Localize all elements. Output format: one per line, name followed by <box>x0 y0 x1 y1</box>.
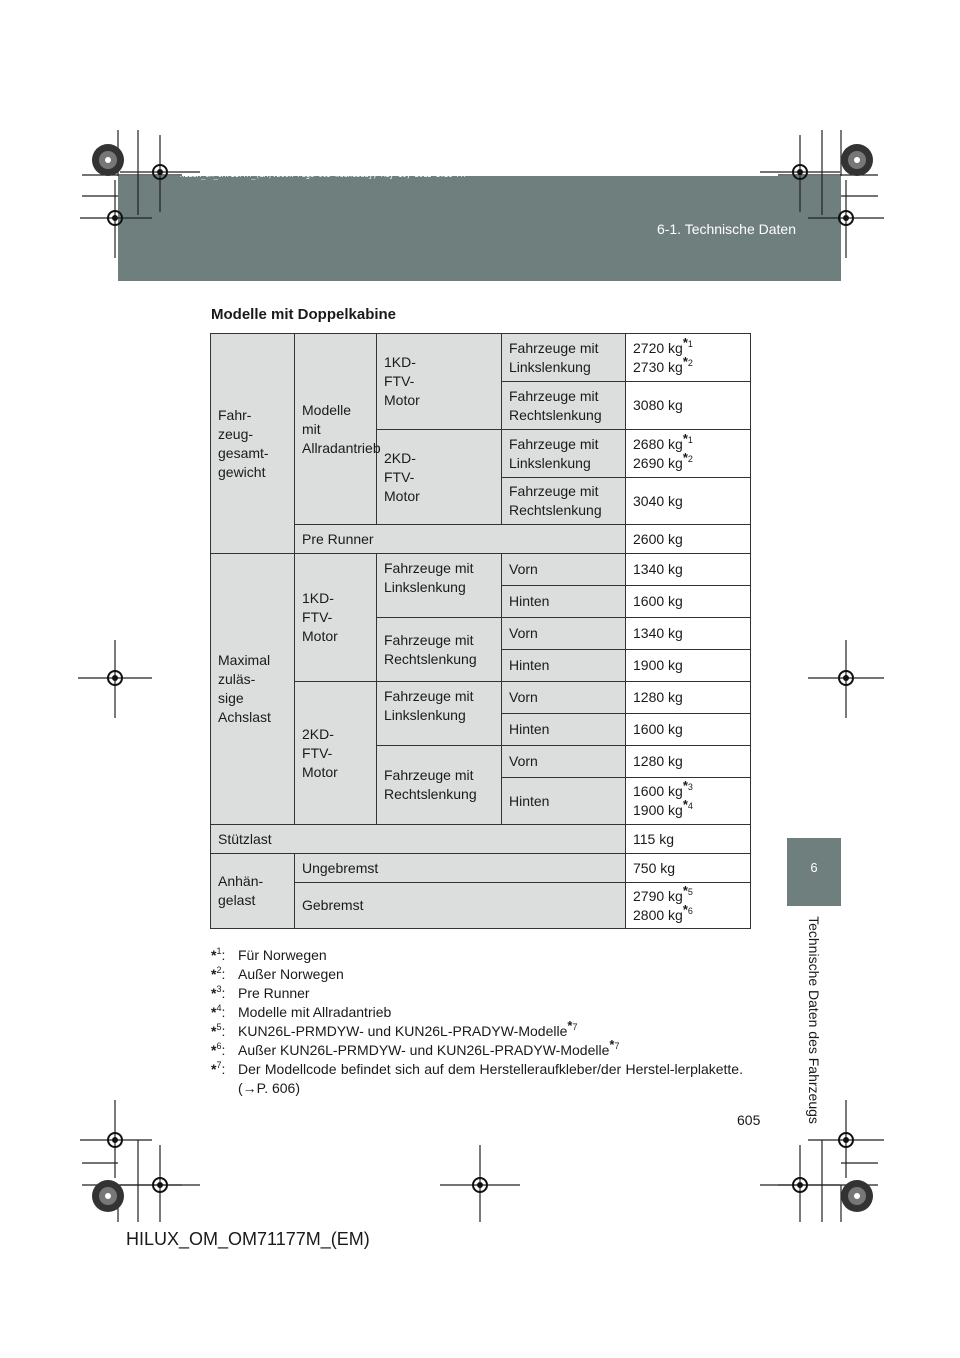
lhd-label: Fahrzeuge mit Linkslenkung <box>377 682 502 746</box>
value-cell: 3080 kg <box>626 382 751 430</box>
rear-axle-label: Hinten <box>502 650 626 682</box>
section-heading: Modelle mit Doppelkabine <box>211 306 397 323</box>
rear-axle-label: Hinten <box>502 586 626 618</box>
chapter-number: 6 <box>810 860 818 875</box>
value-cell: 2600 kg <box>626 525 751 554</box>
engine-1kd-label: 1KD- FTV- Motor <box>295 554 377 682</box>
lhd-label: Fahrzeuge mit Linkslenkung <box>377 554 502 618</box>
footnote: *$^5$: KUN26L-PRMDYW- und KUN26L-PRADYW-Modelle$^{*7}$ <box>211 1018 578 1039</box>
value-cell: 750 kg <box>626 854 751 883</box>
section-title: 6-1. Technische Daten <box>656 221 796 237</box>
value-cell: 1280 kg <box>626 682 751 714</box>
front-axle-label: Vorn <box>502 682 626 714</box>
trailer-load-label: Anhän- gelast <box>211 854 295 929</box>
value-cell: 1600 kg <box>626 586 751 618</box>
rhd-label: Fahrzeuge mit Rechtslenkung <box>502 382 626 430</box>
rhd-label: Fahrzeuge mit Rechtslenkung <box>377 746 502 825</box>
front-axle-label: Vorn <box>502 746 626 778</box>
footnote: *$^3$: Pre Runner <box>211 984 310 1001</box>
awd-models-label: Modelle mit Allradantrieb <box>295 334 377 525</box>
value-cell: 1340 kg <box>626 618 751 650</box>
lhd-label: Fahrzeuge mit Linkslenkung <box>502 334 626 382</box>
footnote: *$^4$: Modelle mit Allradantrieb <box>211 1003 392 1020</box>
value-cell: 2790 $kg^{*5}$ 2800 $kg^{*6}$ <box>626 883 751 929</box>
value-cell: 115 kg <box>626 825 751 854</box>
page-number: 605 <box>737 1112 761 1128</box>
rhd-label: Fahrzeuge mit Rechtslenkung <box>377 618 502 682</box>
lhd-label: Fahrzeuge mit Linkslenkung <box>502 430 626 478</box>
axle-load-label: Maximal zuläs- sige Achslast <box>211 554 295 825</box>
front-axle-label: Vorn <box>502 554 626 586</box>
engine-1kd-label: 1KD- FTV- Motor <box>377 334 502 430</box>
footnote: *$^7$: Der Modellcode befindet sich auf dem Herstelleraufkleber/der Herstel-lerplakette. (→P. 606) <box>211 1060 743 1096</box>
value-cell: 2680 $kg^{*1}$ 2690 $kg^{*2}$ <box>626 430 751 478</box>
engine-2kd-label: 2KD- FTV- Motor <box>295 682 377 825</box>
footnote: *$^6$: Außer KUN26L-PRMDYW- und KUN26L-PRADYW-Modelle$^{*7}$ <box>211 1037 620 1058</box>
value-cell: 1600 $kg^{*3}$ 1900 $kg^{*4}$ <box>626 778 751 825</box>
rear-axle-label: Hinten <box>502 778 626 825</box>
value-cell: 1280 kg <box>626 746 751 778</box>
front-axle-label: Vorn <box>502 618 626 650</box>
chapter-title-vertical: Technische Daten des Fahrzeugs <box>806 916 822 1124</box>
footnote: *$^1$: Für Norwegen <box>211 946 327 963</box>
value-cell: 1600 kg <box>626 714 751 746</box>
unbraked-label: Ungebremst <box>295 854 626 883</box>
gross-weight-label: Fahr- zeug- gesamt- gewicht <box>211 334 295 554</box>
engine-2kd-label: 2KD- FTV- Motor <box>377 430 502 525</box>
value-cell: 3040 kg <box>626 478 751 525</box>
rear-axle-label: Hinten <box>502 714 626 746</box>
book-info-stamp: HILUX_OM_OM71177M_(EM).book Page 605 Wednesday, May 16, 2012 1:28 PM <box>180 169 465 180</box>
footnote-text-model-code: Der Modellcode befindet sich auf dem Herstelleraufkleber/der Herstel-lerplakette. (→P. 606) <box>238 1061 743 1096</box>
value-cell: 1340 kg <box>626 554 751 586</box>
value-cell: 1900 kg <box>626 650 751 682</box>
pre-runner-label: Pre Runner <box>295 525 626 554</box>
document-code: HILUX_OM_OM71177M_(EM) <box>126 1229 370 1249</box>
braked-label: Gebremst <box>295 883 626 929</box>
footnote: *$^2$: Außer Norwegen <box>211 965 344 982</box>
tongue-load-label: Stützlast <box>211 825 626 854</box>
rhd-label: Fahrzeuge mit Rechtslenkung <box>502 478 626 525</box>
value-cell: 2720 $kg^{*1}$ 2730 $kg^{*2}$ <box>626 334 751 382</box>
